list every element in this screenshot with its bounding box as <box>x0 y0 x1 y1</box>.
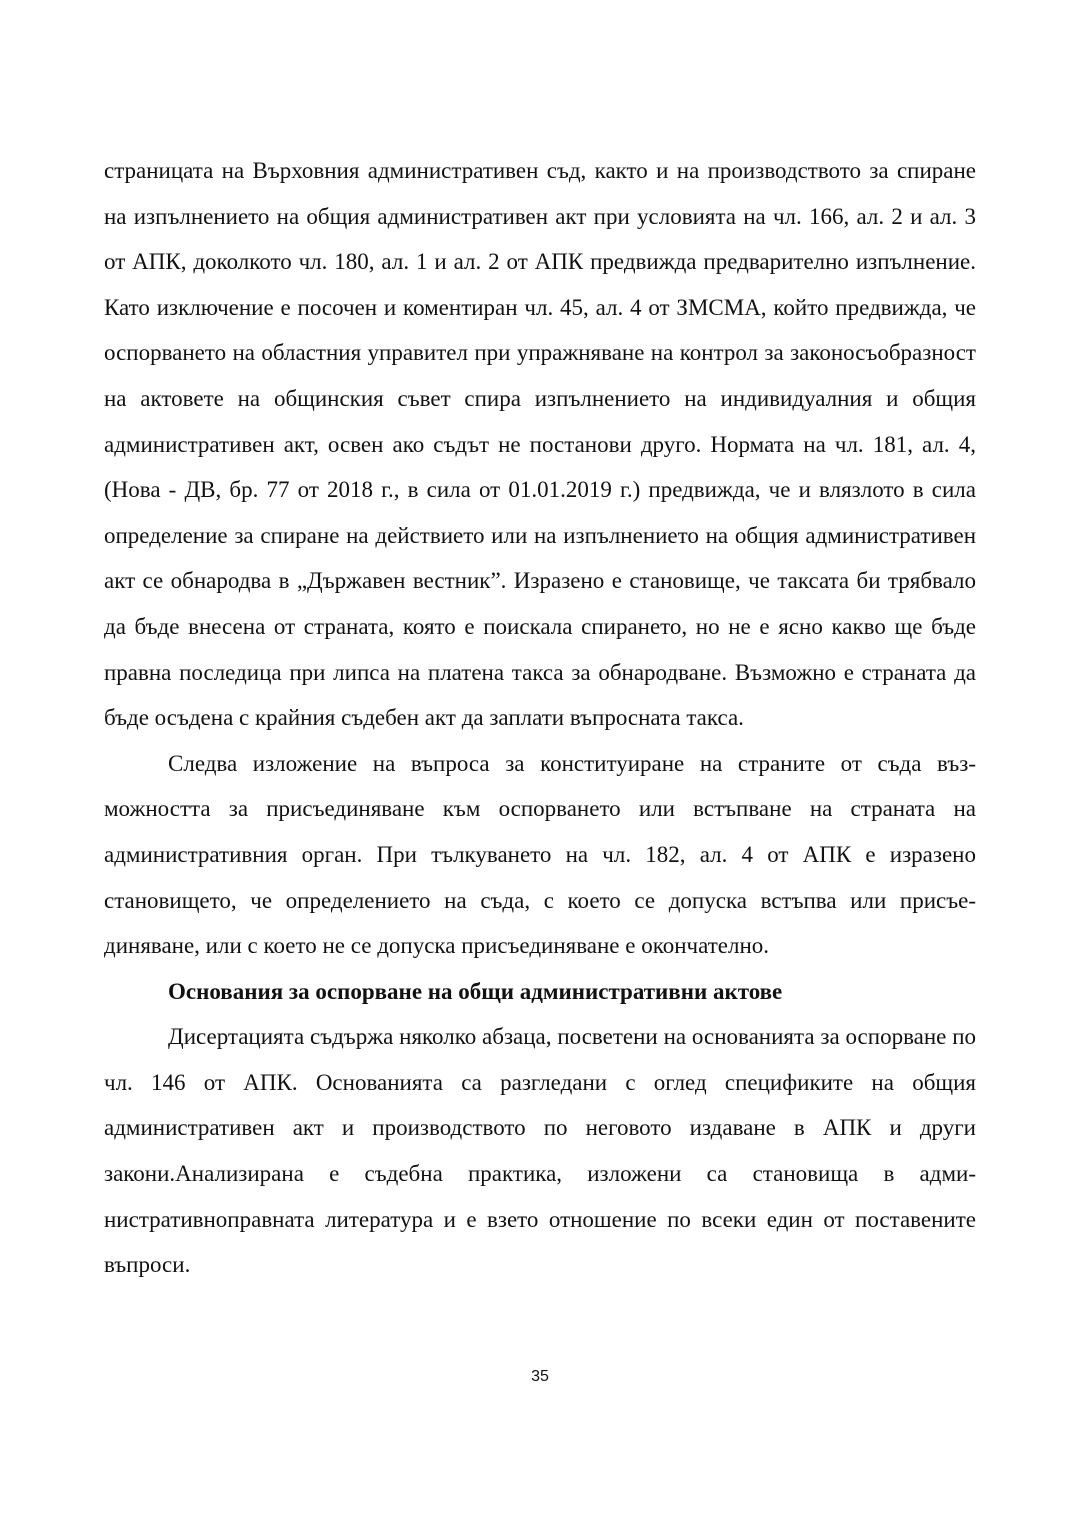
paragraph-1: страницата на Върховния административен съд, както и на производството за спиране на изпълнението на общия административен акт при условията на чл. 166, ал. 2 и ал. 3 от АПК, доколкото чл. 180, ал. 1 и ал. 2 от АПК предвижда предварително изпълнение. Като изключение е посочен и коментиран чл. 45, ал. 4 от ЗМСМА, който предвижда, че оспорването на областния управител при упражняване на контрол за законосъобразност на актовете на общинския съвет спира изпълнението на индивидуалния и общия административен акт, освен ако съдът не постанови друго. Нормата на чл. 181, ал. 4, (Нова - ДВ, бр. 77 от 2018 г., в сила от 01.01.2019 г.) предвижда, че и влязлото в сила определение за спиране на действието или на изпълнението на общия административен акт се обнародва в „Държавен вестник”. Изразено е становище, че таксата би трябвало да бъде внесена от страната, която е поискала спирането, но не е ясно какво ще бъде правна последица при липса на платена такса за обнародване. Възможно е страната да бъде осъдена с крайния съдебен акт да заплати въпросната такса. <box>104 158 976 731</box>
paragraph-2: Следва изложение на въпроса за конституиране на страните от съда възможността за присъединяване към оспорването или встъпване на страната на административния орган. При тълкуването на чл. 182, ал. 4 от АПК е изразено становището, че определението на съда, с което се допуска встъпва или присъединяване, или с което не се допуска присъединяване е окончателно. <box>104 750 976 959</box>
section-heading: Основания за оспорване на общи административни актове <box>168 978 783 1004</box>
section-paragraph-1: Дисертацията съдържа няколко абзаца, посветени на основанията за оспорване по чл. 146 от АПК. Основанията са разгледани с оглед спецификите на общия административен акт и производството по неговото издаване в АПК и други закони.Анализирана е съдебна практика, изложени са становища в административноправната литература и е взето отношение по всеки един от поставените въпроси. <box>104 1024 976 1278</box>
page-number: 35 <box>531 1368 549 1385</box>
page-body <box>104 148 976 1288</box>
